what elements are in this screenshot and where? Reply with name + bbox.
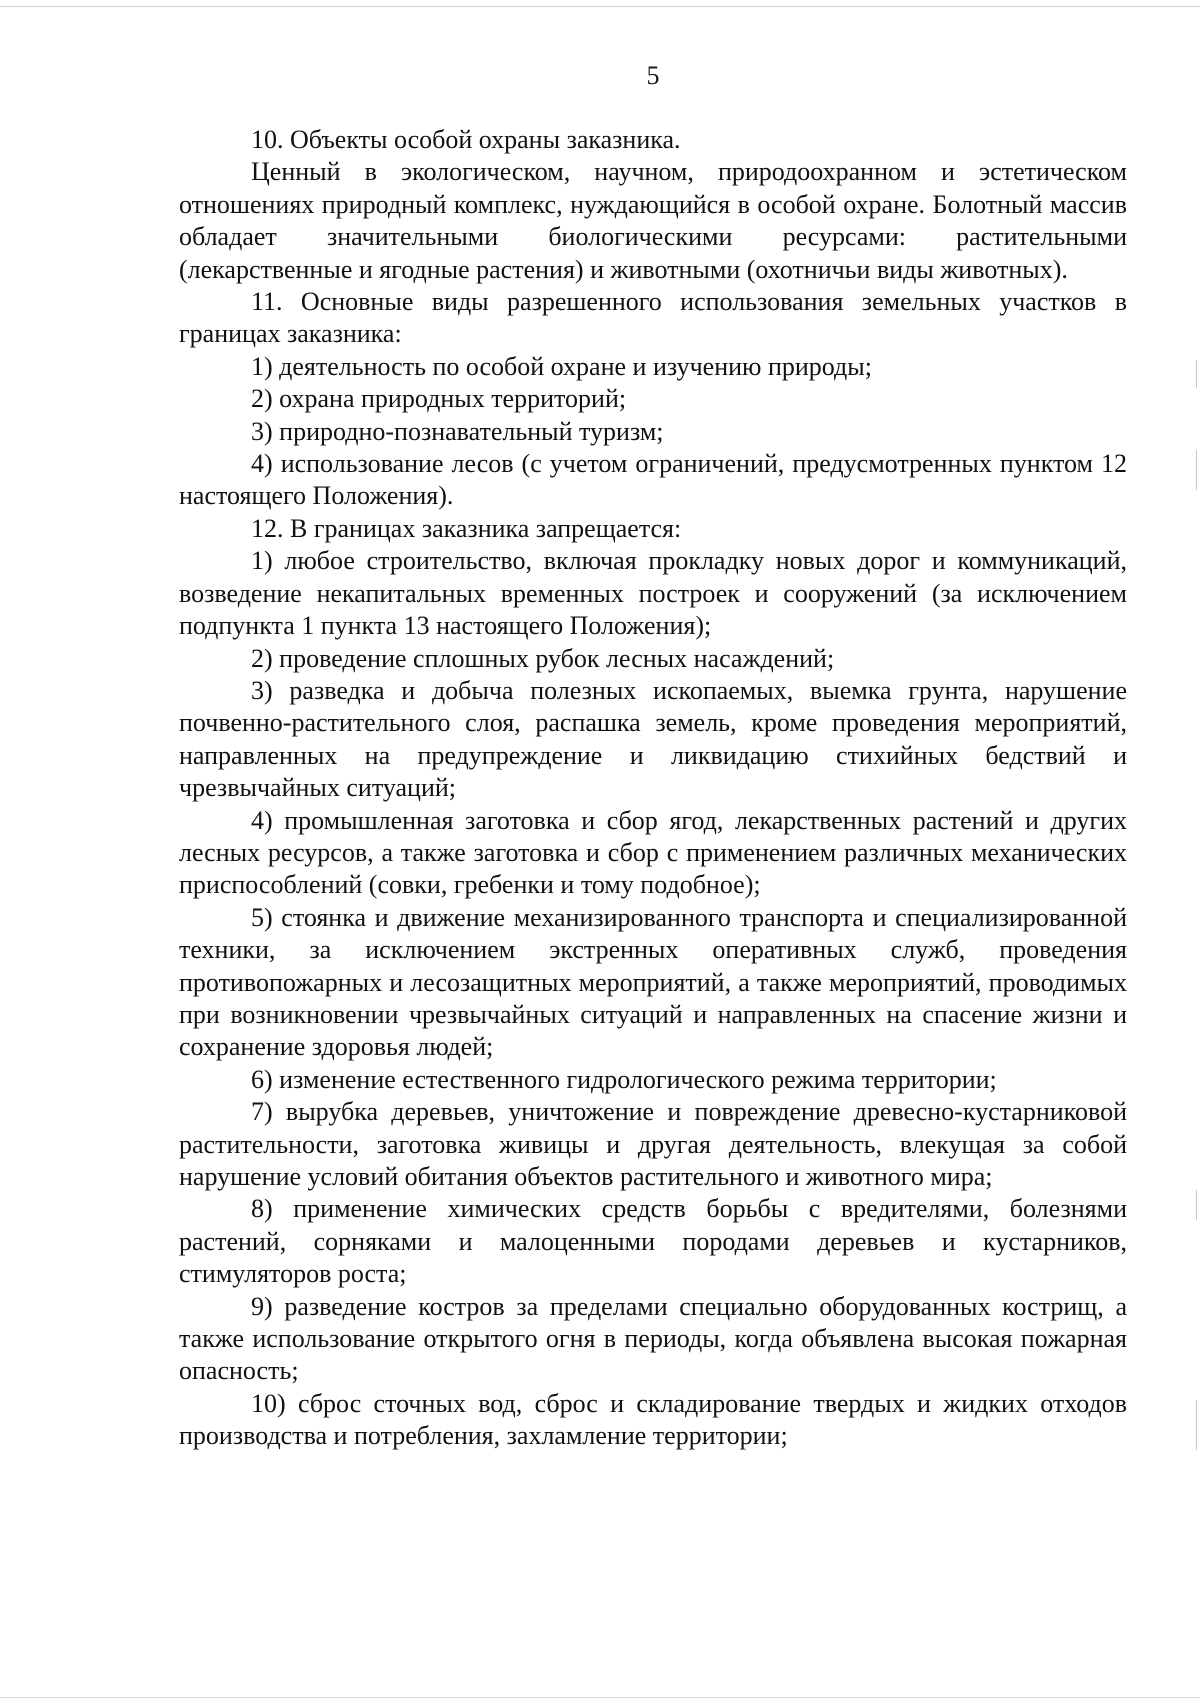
list-item: 1) деятельность по особой охране и изучению природы;	[251, 351, 872, 381]
list-item: 2) охрана природных территорий;	[251, 384, 627, 414]
list-item: 8) применение химических средств борьбы с вредителями, болезнями растений, сорняками и малоценными породами деревьев и кустарников, стимуляторов роста;	[179, 1194, 1127, 1289]
list-item: 3) природно-познавательный туризм;	[251, 416, 664, 446]
scan-mark-right	[1196, 1190, 1197, 1220]
list-item: 4) использование лесов (с учетом ограничений, предусмотренных пунктом 12 настоящего Положения).	[179, 449, 1127, 511]
section-heading: 10. Объекты особой охраны заказника.	[251, 125, 681, 154]
section-heading: 11. Основные виды разрешенного использования земельных участков в границах заказника:	[179, 287, 1127, 349]
list-item: 5) стоянка и движение механизированного транспорта и специализированной техники, за исключением экстренных оперативных служб, проведения противопожарных и лесозащитных мероприятий, а также мероприятий, проводимых при возникновении чрезвычайных ситуаций и направленных на спасение жизни и сохранение здоровья людей;	[179, 902, 1127, 1062]
document-body	[179, 124, 1127, 1453]
list-item: 3) разведка и добыча полезных ископаемых, выемка грунта, нарушение почвенно-растительного слоя, распашка земель, кроме проведения мероприятий, направленных на предупреждение и ликвидацию стихийных бедствий и чрезвычайных ситуаций;	[179, 675, 1127, 803]
section-heading: 12. В границах заказника запрещается:	[251, 513, 682, 543]
scan-edge-top	[0, 6, 1200, 7]
section-paragraph: Ценный в экологическом, научном, природоохранном и эстетическом отношениях природный комплекс, нуждающийся в особой охране. Болотный массив обладает значительными биологическими ресурсами: растительными (лекарственные и ягодные растения) и животными (охотничьи виды животных).	[179, 157, 1127, 284]
scan-mark-right	[1196, 360, 1197, 388]
list-item: 1) любое строительство, включая прокладку новых дорог и коммуникаций, возведение некапитальных временных построек и сооружений (за исключением подпункта 1 пункта 13 настоящего Положения);	[179, 546, 1127, 641]
list-item: 6) изменение естественного гидрологического режима территории;	[251, 1064, 997, 1094]
list-item: 4) промышленная заготовка и сбор ягод, лекарственных растений и других лесных ресурсов, а также заготовка и сбор с применением различных механических приспособлений (совки, гребенки и тому подобное);	[179, 805, 1127, 900]
list-item: 10) сброс сточных вод, сброс и складирование твердых и жидких отходов производства и потребления, захламление территории;	[179, 1388, 1127, 1451]
scan-mark-right	[1196, 1400, 1197, 1450]
page-number: 5	[646, 61, 660, 90]
scan-edge-bottom	[0, 1697, 1200, 1698]
list-item: 2) проведение сплошных рубок лесных насаждений;	[251, 643, 835, 673]
list-item: 7) вырубка деревьев, уничтожение и повреждение древесно-кустарниковой растительности, заготовка живицы и другая деятельность, влекущая за собой нарушение условий обитания объектов растительного и животного мира;	[179, 1097, 1127, 1191]
list-item: 9) разведение костров за пределами специально оборудованных кострищ, а также использование открытого огня в периоды, когда объявлена высокая пожарная опасность;	[179, 1291, 1127, 1386]
scan-mark-right	[1196, 450, 1197, 490]
